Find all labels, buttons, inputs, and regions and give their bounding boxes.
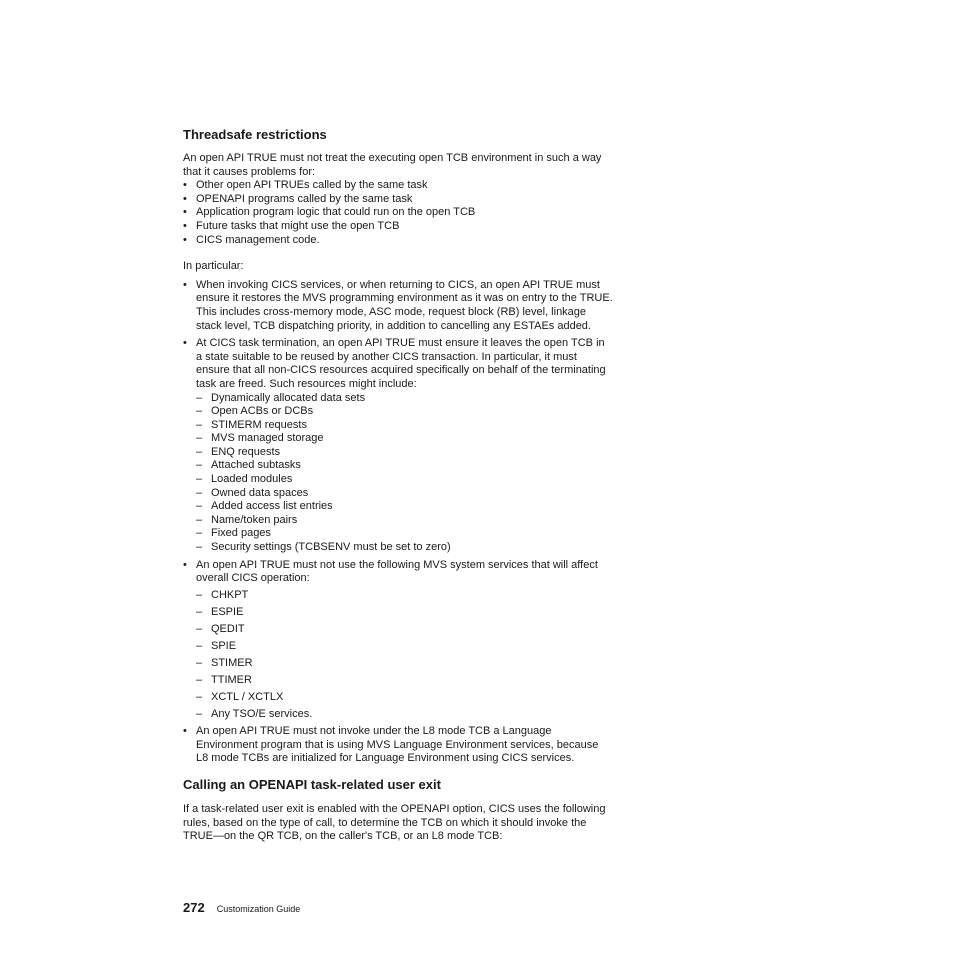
list-item: • Application program logic that could run on the open TCB (183, 206, 613, 220)
list-item: – CHKPT (196, 589, 613, 603)
list-item: – TTIMER (196, 674, 613, 688)
list-item: – MVS managed storage (196, 432, 613, 446)
list-item: • Other open API TRUEs called by the same task (183, 179, 613, 193)
list-item: – QEDIT (196, 623, 613, 637)
resources-list (196, 392, 613, 555)
page-number: 272 (183, 900, 205, 915)
section-heading-threadsafe: Threadsafe restrictions (183, 127, 327, 142)
bullet-text: An open API TRUE must not invoke under the L8 mode TCB a Language Environment program that is using MVS Language Environment services, because L8 mode TCBs are initialized for Language Environment using CICS services. (196, 725, 599, 765)
list-item: – Loaded modules (196, 473, 613, 487)
section-heading-calling: Calling an OPENAPI task-related user exit (183, 777, 441, 793)
calling-paragraph: If a task-related user exit is enabled with the OPENAPI option, CICS uses the following rules, based on the type of call, to determine the TCB on which it should invoke the TRUE—on the QR TCB, on the caller's TCB, or an L8 mode TCB: (183, 803, 606, 843)
page-content (183, 127, 613, 844)
list-item: – Any TSO/E services. (196, 708, 613, 722)
bullet-text: When invoking CICS services, or when returning to CICS, an open API TRUE must ensure it restores the MVS programming environment as it was on entry to the TRUE. This includes cross-memory mode, ASC mode, request block (RB) level, linkage stack level, TCB dispatching priority, in addition to cancelling any ESTAEs added. (196, 278, 613, 332)
list-item: – Owned data spaces (196, 487, 613, 501)
list-item (183, 279, 613, 333)
list-item: • CICS management code. (183, 234, 613, 248)
book-title: Customization Guide (216, 904, 301, 914)
list-item: – Attached subtasks (196, 459, 613, 473)
list-item: – STIMERM requests (196, 419, 613, 433)
in-particular-label: In particular: (183, 260, 244, 273)
list-item: – ESPIE (196, 606, 613, 620)
list-item: – XCTL / XCTLX (196, 691, 613, 705)
list-item: – Open ACBs or DCBs (196, 405, 613, 419)
list-item: – STIMER (196, 657, 613, 671)
services-list (196, 589, 613, 721)
list-item: • OPENAPI programs called by the same task (183, 193, 613, 207)
page-footer (183, 900, 300, 915)
intro-paragraph: An open API TRUE must not treat the executing open TCB environment in such a way that it causes problems for: (183, 152, 602, 178)
list-item: – ENQ requests (196, 446, 613, 460)
problems-list (183, 179, 613, 247)
list-item (183, 559, 613, 722)
list-item: • Future tasks that might use the open TCB (183, 220, 613, 234)
list-item (183, 725, 613, 766)
bullet-text: An open API TRUE must not use the following MVS system services that will affect overall CICS operation: (196, 558, 598, 585)
requirements-list (183, 279, 613, 766)
list-item: – Security settings (TCBSENV must be set to zero) (196, 541, 613, 555)
list-item (183, 337, 613, 555)
list-item: – Name/token pairs (196, 514, 613, 528)
list-item: – Added access list entries (196, 500, 613, 514)
list-item: – SPIE (196, 640, 613, 654)
bullet-text: At CICS task termination, an open API TRUE must ensure it leaves the open TCB in a state suitable to be reused by another CICS transaction. In particular, it must ensure that all non-CICS resources acquired specifically on behalf of the terminating task are freed. Such resources might include: (196, 337, 606, 390)
list-item: – Dynamically allocated data sets (196, 392, 613, 406)
list-item: – Fixed pages (196, 527, 613, 541)
